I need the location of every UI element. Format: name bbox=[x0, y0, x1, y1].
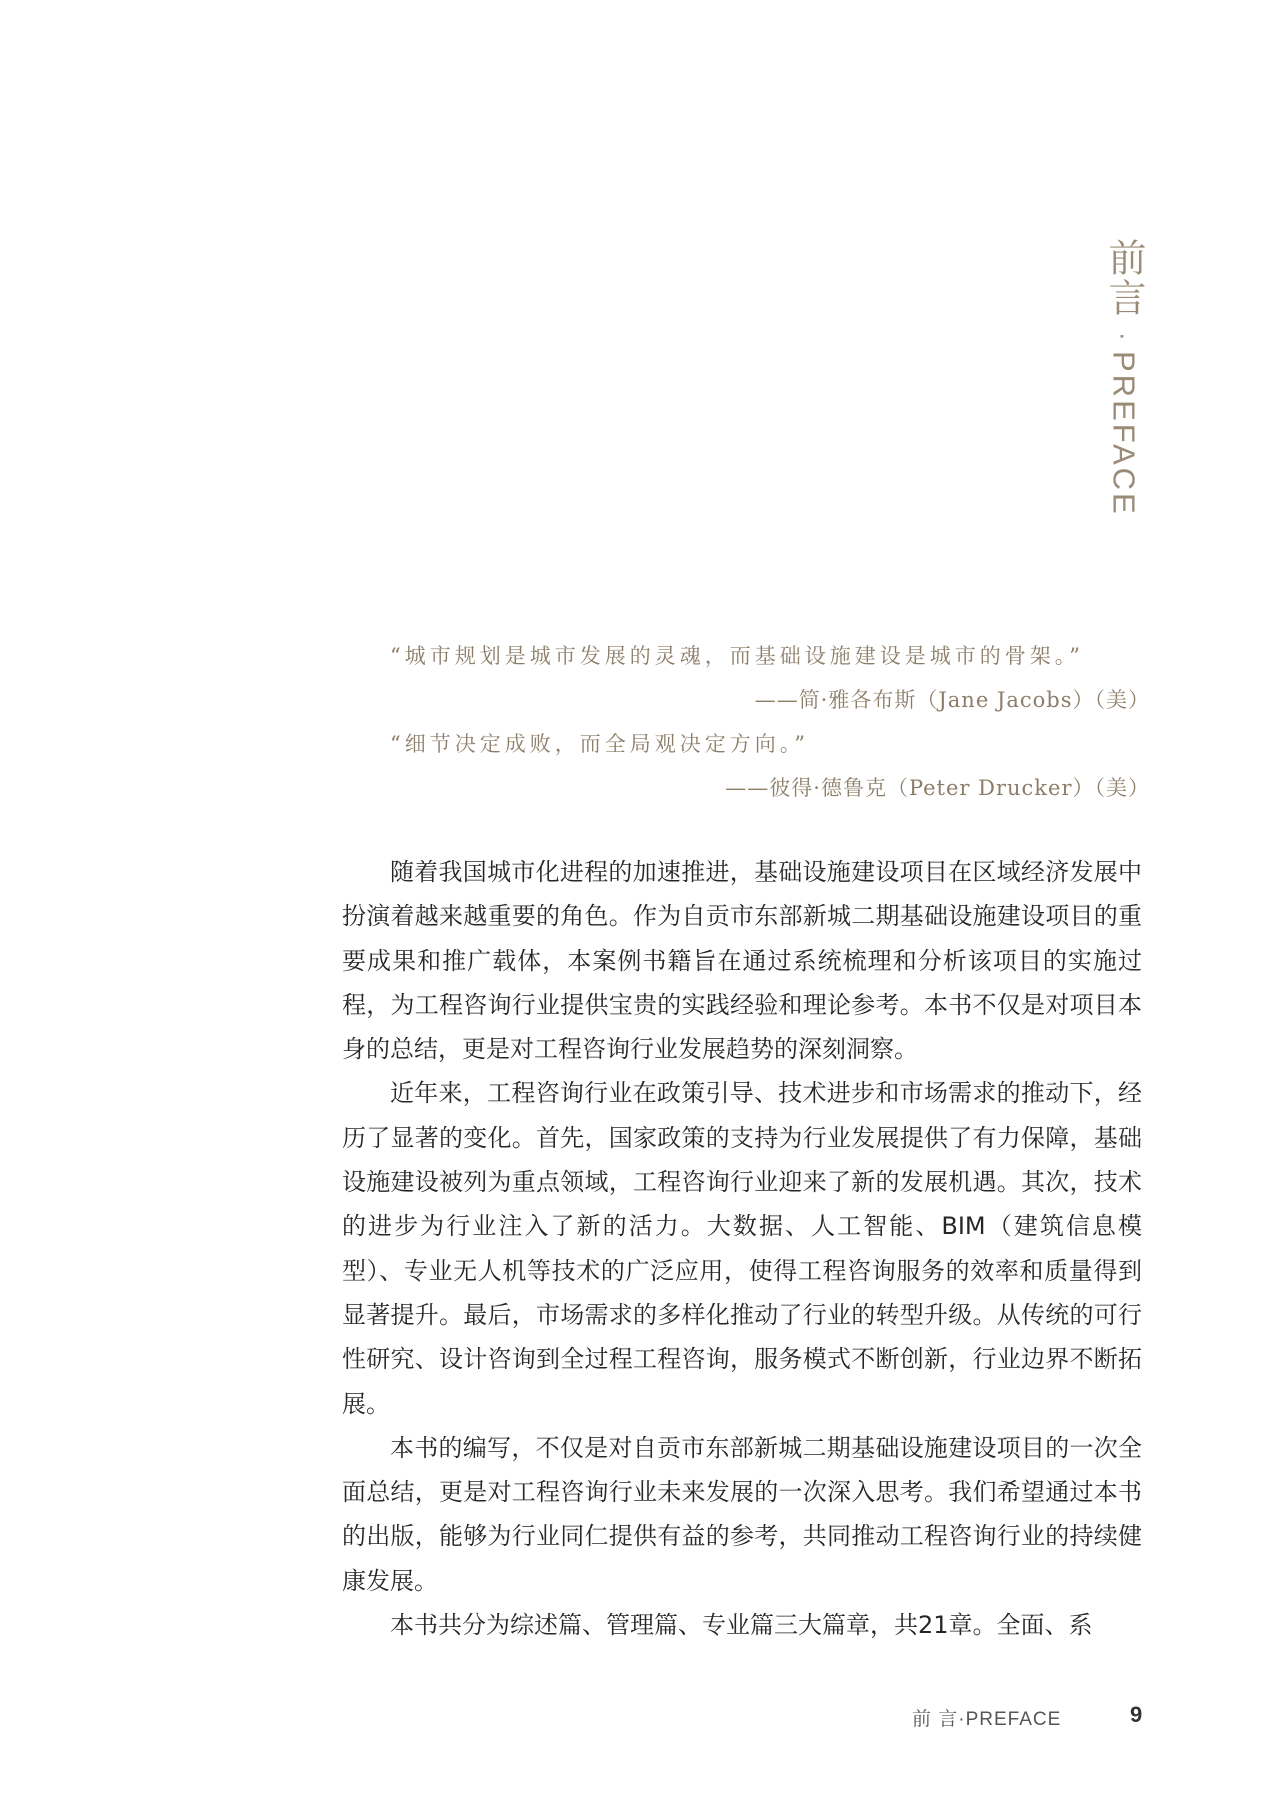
body-paragraph: 随着我国城市化进程的加速推进，基础设施建设项目在区域经济发展中扮演着越来越重要的角色。作为自贡市东部新城二期基础设施建设项目的重要成果和推广载体，本案例书籍旨在通过系统梳理和分析该项目的实施过程，为工程咨询行业提供宝贵的实践经验和理论参考。本书不仅是对项目本身的总结，更是对工程咨询行业发展趋势的深刻洞察。 bbox=[342, 858, 1142, 1064]
running-footer-label: 前 言·PREFACE bbox=[912, 1709, 1062, 1730]
preface-body bbox=[342, 850, 1142, 1647]
quote-author: ——简·雅各布斯（Jane Jacobs）（美） bbox=[754, 688, 1150, 712]
side-section-title bbox=[1100, 238, 1148, 516]
body-paragraph: 近年来，工程咨询行业在政策引导、技术进步和市场需求的推动下，经历了显著的变化。首先，国家政策的支持为行业发展提供了有力保障，基础设施建设被列为重点领域，工程咨询行业迎来了新的发展机遇。其次，技术的进步为行业注入了新的活力。大数据、人工智能、BIM（建筑信息模型）、专业无人机等技术的广泛应用，使得工程咨询服务的效率和质量得到显著提升。最后，市场需求的多样化推动了行业的转型升级。从传统的可行性研究、设计咨询到全过程工程咨询，服务模式不断创新，行业边界不断拓展。 bbox=[342, 1079, 1142, 1418]
epigraph-block bbox=[390, 634, 1150, 810]
quote-text: “细节决定成败，而全局观决定方向。” bbox=[390, 732, 809, 756]
side-title-separator: · bbox=[1109, 332, 1139, 341]
body-paragraph: 本书共分为综述篇、管理篇、专业篇三大篇章，共21章。全面、系 bbox=[390, 1611, 1093, 1640]
side-title-chinese: 前言 bbox=[1102, 238, 1146, 318]
side-title-english: PREFACE bbox=[1106, 350, 1142, 517]
page-footer bbox=[0, 1702, 1280, 1732]
quote-author: ——彼得·德鲁克（Peter Drucker）（美） bbox=[725, 776, 1150, 800]
page-number: 9 bbox=[1130, 1702, 1143, 1727]
quote-text: “城市规划是城市发展的灵魂，而基础设施建设是城市的骨架。” bbox=[390, 644, 1084, 668]
body-paragraph: 本书的编写，不仅是对自贡市东部新城二期基础设施建设项目的一次全面总结，更是对工程咨询行业未来发展的一次深入思考。我们希望通过本书的出版，能够为行业同仁提供有益的参考，共同推动工程咨询行业的持续健康发展。 bbox=[342, 1433, 1142, 1595]
